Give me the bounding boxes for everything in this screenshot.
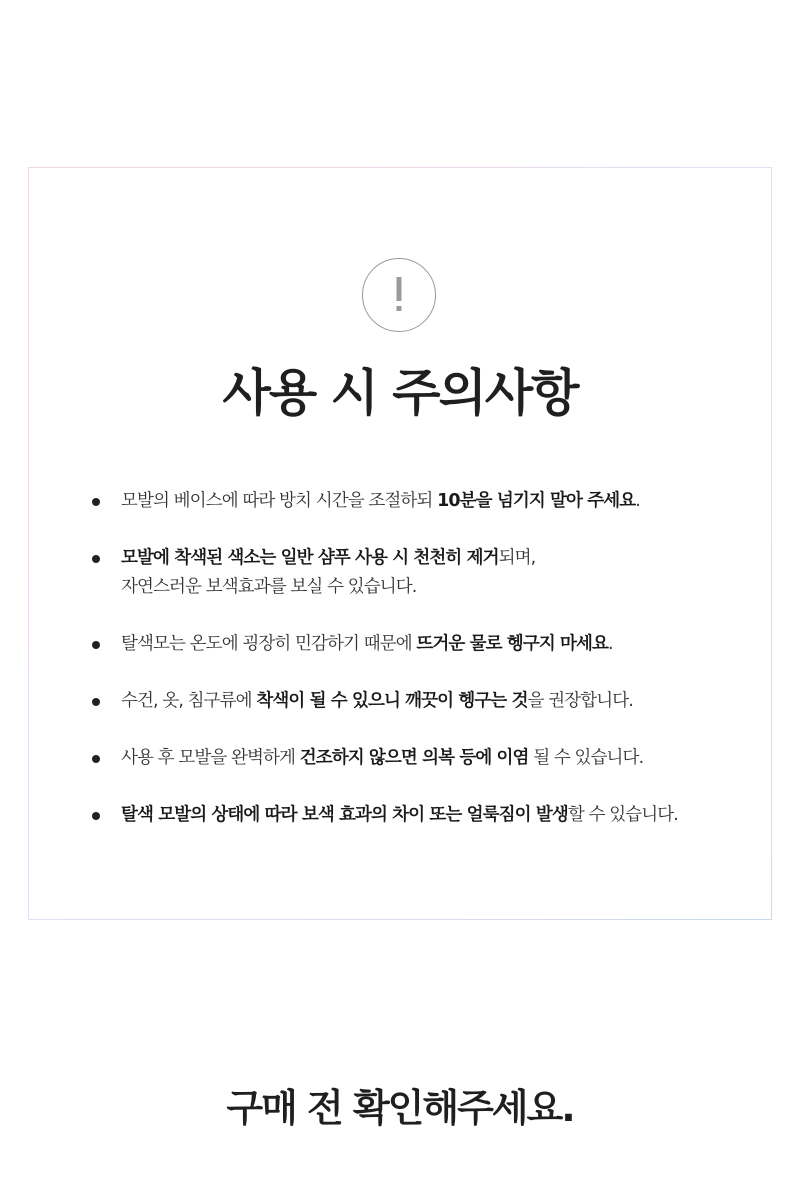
notice-item (29, 744, 773, 773)
notice-text: . (635, 491, 640, 511)
notice-item (29, 487, 773, 516)
notice-text: 자연스러운 보색효과를 보실 수 있습니다. (121, 577, 417, 597)
notice-item (29, 801, 773, 830)
notice-line (121, 687, 753, 716)
notice-line (121, 544, 753, 573)
notice-text: 모발의 베이스에 따라 방치 시간을 조절하되 (121, 491, 438, 511)
notice-item (29, 687, 773, 716)
notice-item (29, 630, 773, 659)
notice-line (121, 487, 753, 516)
notice-text: 될 수 있습니다. (528, 748, 644, 768)
notice-line (121, 801, 753, 830)
notice-line (121, 630, 753, 659)
notice-emphasis: 착색이 될 수 있으니 깨끗이 헹구는 것 (256, 691, 528, 711)
card-title: 사용 시 주의사항 (222, 364, 578, 422)
notice-item (29, 544, 773, 602)
notice-emphasis: 건조하지 않으면 의복 등에 이염 (299, 748, 529, 768)
notice-text: 탈색모는 온도에 굉장히 민감하기 때문에 (121, 634, 417, 654)
notice-emphasis: 10분을 넘기지 말아 주세요 (437, 491, 636, 511)
notice-text: 할 수 있습니다. (567, 805, 678, 825)
notice-text: 을 권장합니다. (527, 691, 633, 711)
exclamation-glyph (392, 275, 406, 315)
notice-emphasis: 탈색 모발의 상태에 따라 보색 효과의 차이 또는 얼룩짐이 발생 (121, 805, 568, 825)
notice-text: 사용 후 모발을 완벽하게 (121, 748, 300, 768)
notice-text: 되며, (498, 548, 536, 568)
notice-line (121, 573, 753, 602)
notice-line (121, 744, 753, 773)
bottom-heading: 구매 전 확인해주세요. (226, 1086, 574, 1130)
notice-text: 수건, 옷, 침구류에 (121, 691, 257, 711)
notice-text: . (608, 634, 613, 654)
notice-emphasis: 모발에 착색된 색소는 일반 샴푸 사용 시 천천히 제거 (121, 548, 499, 568)
caution-card (28, 167, 772, 920)
notice-emphasis: 뜨거운 물로 헹구지 마세요 (416, 634, 609, 654)
notice-list (29, 487, 773, 830)
exclamation-icon (362, 258, 436, 332)
